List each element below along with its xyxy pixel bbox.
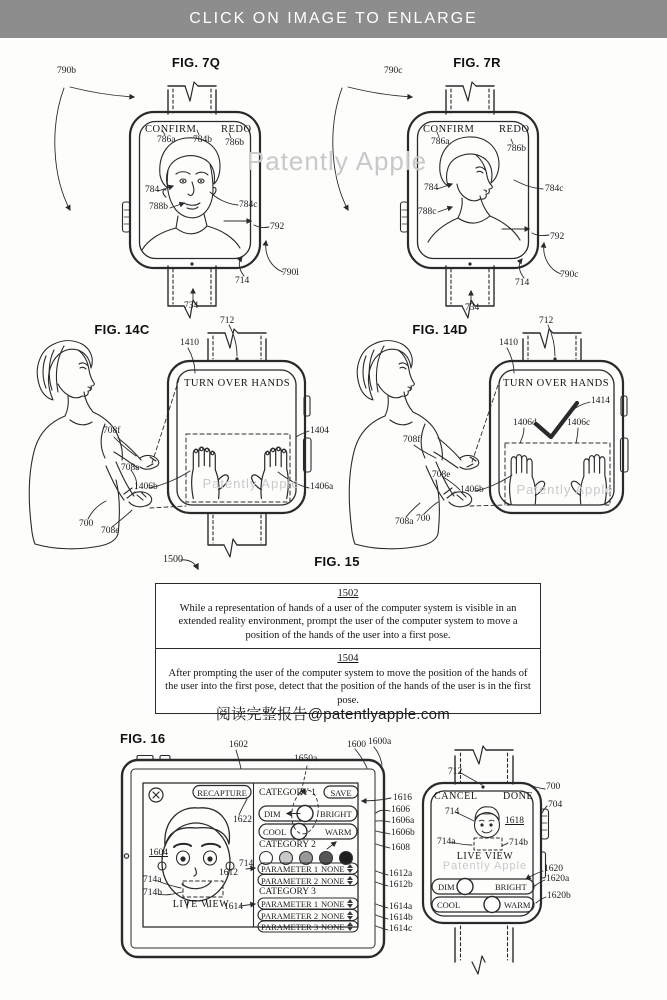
ref-1600: 1600: [347, 740, 366, 750]
ref-714b: 714b: [509, 838, 528, 848]
ref-708f: 708f: [103, 426, 121, 436]
ref-1650a: 1650a: [294, 754, 318, 764]
bright-label: BRIGHT: [495, 882, 527, 892]
ref-1406b: 1406b: [134, 482, 158, 492]
ref-712: 712: [448, 767, 463, 777]
ref-1614b: 1614b: [389, 913, 413, 923]
flow-box-text: While a representation of hands of a user of the computer system is visible in an extended reality environment, prompt the user of the computer system to move a position of the hands of the user into a first pose.: [178, 602, 518, 641]
ref-700: 700: [79, 519, 94, 529]
save-button-label: SAVE: [330, 787, 352, 798]
ref-714: 714: [239, 859, 254, 869]
watermark-patently-apple: Patently Apple: [516, 482, 614, 497]
ref-786b: 786b: [507, 144, 526, 154]
dim-label: DIM: [264, 809, 281, 819]
ref-1606b: 1606b: [391, 828, 415, 838]
ref-700: 700: [416, 514, 431, 524]
redo-label: REDO: [499, 124, 530, 135]
ref-708a: 708a: [121, 463, 140, 473]
ref-790b: 790b: [57, 66, 76, 76]
ref-1616: 1616: [393, 793, 412, 803]
fig14d-title: FIG. 14D: [412, 322, 468, 337]
redo-label: REDO: [221, 124, 252, 135]
parameter-label: PARAMETER 2: [261, 875, 319, 886]
ref-1500: 1500: [163, 554, 183, 565]
ref-788b: 788b: [149, 202, 168, 212]
ref-1612: 1612: [219, 868, 238, 878]
cool-label: COOL: [263, 827, 287, 837]
ref-1620: 1620: [544, 864, 563, 874]
ref-786b: 786b: [225, 138, 244, 148]
ref-708e: 708e: [101, 526, 120, 536]
ref-790l: 790l: [282, 268, 299, 278]
fig14c-title: FIG. 14C: [94, 322, 150, 337]
ref-712: 712: [220, 316, 235, 326]
ref-714b: 714b: [143, 888, 162, 898]
ref-1406a: 1406a: [310, 482, 334, 492]
screen-prompt: TURN OVER HANDS: [502, 378, 610, 389]
stepper-icon: [347, 911, 354, 920]
ref-790c-top: 790c: [384, 66, 403, 76]
fig14c-drawing: [29, 325, 311, 557]
stepper-icon: [347, 922, 354, 931]
fig7q-title: FIG. 7Q: [171, 55, 221, 70]
ref-734: 734: [465, 303, 480, 313]
ref-784b: 784b: [193, 135, 212, 145]
category2-label: CATEGORY 2: [259, 840, 316, 850]
ref-712: 712: [539, 316, 554, 326]
ref-1614c: 1614c: [389, 924, 413, 934]
ref-1414: 1414: [591, 396, 610, 406]
ref-1410: 1410: [180, 338, 199, 348]
ref-714: 714: [445, 807, 460, 817]
parameter-value: NONE: [321, 922, 345, 932]
ref-1612a: 1612a: [389, 869, 413, 879]
ref-1406d: 1406d: [513, 418, 537, 428]
ref-714: 714: [515, 278, 530, 288]
enlarge-banner: CLICK ON IMAGE TO ENLARGE: [0, 0, 667, 38]
flow-box-text: After prompting the user of the computer system to move the position of the hands of the user into the first pose, detect that the position of the hands of the user is in the first pose.: [165, 667, 531, 706]
parameter-value: NONE: [321, 910, 345, 921]
ref-784: 784: [145, 185, 160, 195]
ref-704: 704: [548, 800, 563, 810]
ref-734: 734: [184, 301, 199, 311]
ref-1620a: 1620a: [546, 874, 570, 884]
stepper-icon: [347, 864, 354, 873]
stepper-icon: [347, 899, 354, 908]
ref-1406b: 1406b: [460, 485, 484, 495]
warm-label: WARM: [325, 827, 352, 837]
ref-1600a: 1600a: [368, 737, 392, 747]
ref-1606a: 1606a: [391, 816, 415, 826]
confirm-label: CONFIRM: [423, 124, 475, 135]
ref-1606: 1606: [391, 805, 410, 815]
live-view-label: LIVE VIEW: [172, 899, 230, 910]
ref-714a: 714a: [437, 837, 456, 847]
parameter-label: PARAMETER 2: [261, 910, 319, 921]
done-label: DONE: [503, 791, 534, 802]
report-link-text: 阅读完整报告@patentlyapple.com: [215, 706, 451, 723]
ref-1614a: 1614a: [389, 902, 413, 912]
parameter-label: PARAMETER 1: [261, 864, 319, 874]
ref-792: 792: [550, 232, 565, 242]
ref-708e: 708e: [432, 470, 451, 480]
ref-1604: 1604: [149, 848, 168, 858]
parameter-label: PARAMETER 1: [261, 899, 319, 909]
flow-box-id: 1504: [337, 653, 359, 664]
ref-1612b: 1612b: [389, 880, 413, 890]
flow-box-id: 1502: [337, 588, 359, 599]
ref-714a: 714a: [143, 875, 162, 885]
category3-label: CATEGORY 3: [259, 887, 316, 897]
ref-1620b: 1620b: [547, 891, 571, 901]
ref-700: 700: [546, 782, 561, 792]
flow-box-1502: [155, 583, 541, 649]
watermark-patently-apple: Patently Apple: [202, 476, 300, 491]
ref-1614: 1614: [224, 902, 243, 912]
recapture-button-label: RECAPTURE: [197, 787, 247, 798]
ref-1410: 1410: [499, 338, 518, 348]
ref-714: 714: [235, 276, 250, 286]
confirm-label: CONFIRM: [145, 124, 197, 135]
watermark-patently-apple: Patently Apple: [246, 146, 428, 176]
fig15-title: FIG. 15: [314, 554, 360, 569]
cool-label: COOL: [437, 900, 461, 910]
dim-label: DIM: [438, 882, 455, 892]
ref-784: 784: [424, 183, 439, 193]
screen-prompt: TURN OVER HANDS: [183, 378, 291, 389]
stepper-icon: [347, 876, 354, 885]
ref-708a: 708a: [395, 517, 414, 527]
ref-792: 792: [270, 222, 285, 232]
fig16-title: FIG. 16: [120, 731, 166, 746]
bright-label: BRIGHT: [320, 809, 352, 819]
ref-1622: 1622: [233, 815, 252, 825]
ref-784c: 784c: [545, 184, 564, 194]
watermark-patently-apple: Patently Apple: [442, 860, 528, 872]
warm-label: WARM: [504, 900, 531, 910]
fig14d-drawing: [349, 325, 628, 549]
ref-1618: 1618: [505, 816, 524, 826]
parameter-label: PARAMETER 3: [261, 922, 319, 932]
ref-708f: 708f: [403, 435, 421, 445]
ref-786a: 786a: [157, 135, 176, 145]
ref-1608: 1608: [391, 843, 410, 853]
live-view-label: LIVE VIEW: [456, 851, 514, 862]
parameter-value: NONE: [321, 899, 345, 909]
ref-1602: 1602: [229, 740, 248, 750]
ref-1404: 1404: [310, 426, 329, 436]
ref-784c: 784c: [239, 200, 258, 210]
parameter-value: NONE: [321, 864, 345, 874]
cancel-label: CANCEL: [434, 791, 478, 802]
parameter-value: NONE: [321, 875, 345, 886]
ref-786a: 786a: [431, 137, 450, 147]
fig7r-title: FIG. 7R: [453, 55, 501, 70]
ref-788c: 788c: [418, 207, 437, 217]
category1-label: CATEGORY 1: [259, 788, 316, 798]
ref-1406c: 1406c: [567, 418, 591, 428]
ref-790c: 790c: [560, 270, 579, 280]
